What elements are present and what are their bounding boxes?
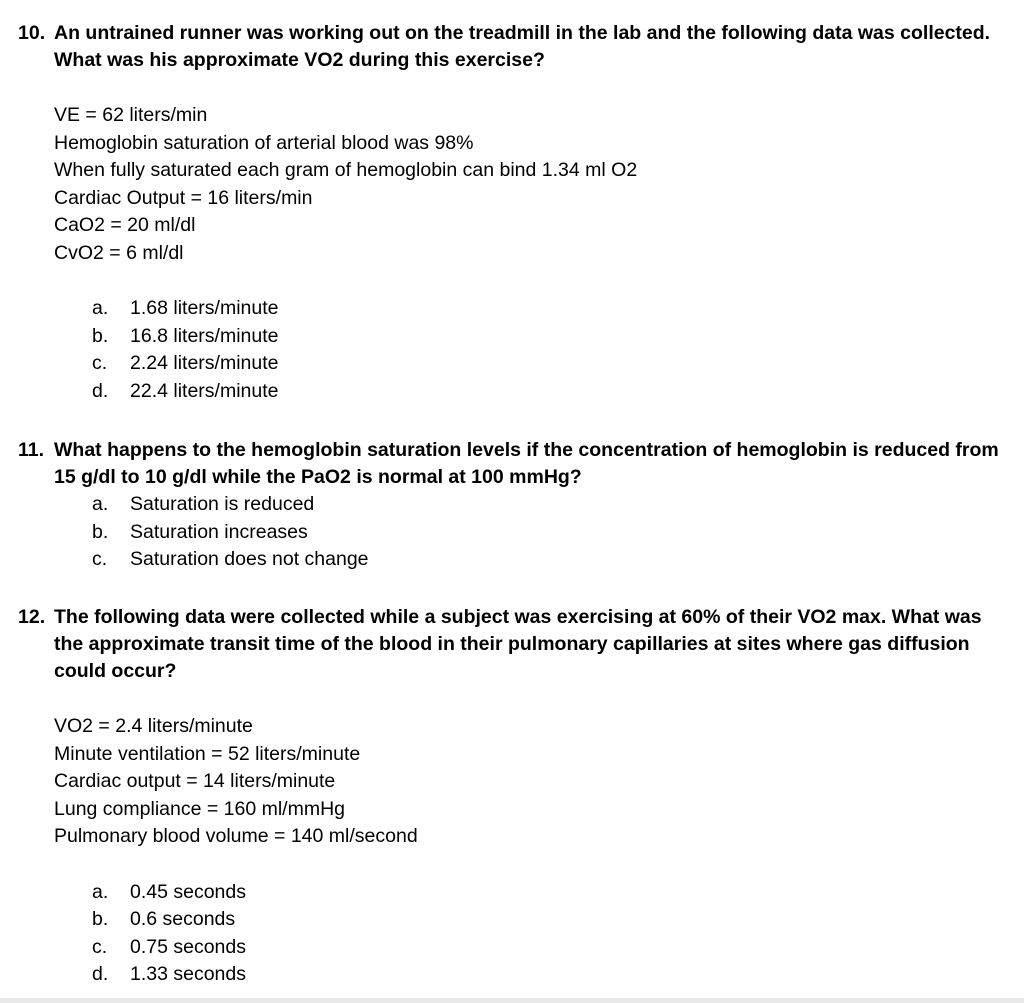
data-line: Pulmonary blood volume = 140 ml/second [54, 825, 418, 847]
question-12-number: 12. [18, 606, 46, 628]
question-12-data-list [54, 713, 1008, 851]
question-10-number: 10. [18, 22, 46, 44]
answer-option-b [92, 906, 1008, 934]
option-letter: c. [92, 935, 108, 958]
data-line: Minute ventilation = 52 liters/minute [54, 742, 361, 765]
data-line: CvO2 = 6 ml/dl [54, 241, 184, 264]
question-10 [18, 20, 1008, 405]
question-10-options [92, 295, 1008, 405]
option-text: 0.75 seconds [130, 935, 247, 958]
option-text: 2.24 liters/minute [130, 352, 279, 374]
answer-option-b [92, 519, 1008, 547]
option-letter: a. [92, 880, 109, 903]
answer-option-d [92, 378, 1008, 406]
answer-option-d [92, 961, 1008, 989]
option-text: 0.45 seconds [130, 880, 247, 903]
option-letter: d. [92, 379, 109, 402]
question-11 [18, 437, 1008, 574]
question-12-text: The following data were collected while a subject was exercising at 60% of their VO2 max. What was the approximate transit time of the blood in their pulmonary capillaries at sites where gas diffusion could occur? [54, 606, 982, 682]
option-text: 1.68 liters/minute [130, 297, 279, 319]
option-letter: b. [92, 520, 109, 543]
data-line: Hemoglobin saturation of arterial blood was 98% [54, 131, 474, 154]
option-letter: c. [92, 352, 108, 374]
option-letter: c. [92, 548, 108, 570]
data-line: Cardiac output = 14 liters/minute [54, 770, 336, 792]
option-text: Saturation increases [130, 520, 308, 543]
question-12-prompt [18, 604, 1008, 685]
option-letter: a. [92, 297, 109, 319]
answer-option-c [92, 546, 1008, 574]
data-line: When fully saturated each gram of hemoglobin can bind 1.34 ml O2 [54, 159, 638, 181]
question-10-data-list [54, 102, 1008, 267]
answer-option-c [92, 350, 1008, 378]
answer-option-a [92, 879, 1008, 907]
question-12-options [92, 879, 1008, 989]
question-10-text: An untrained runner was working out on the treadmill in the lab and the following data was collected. What was his approximate VO2 during this exercise? [54, 22, 991, 71]
option-letter: d. [92, 963, 109, 985]
data-line: Lung compliance = 160 ml/mmHg [54, 797, 346, 820]
option-text: 1.33 seconds [130, 963, 247, 985]
question-11-prompt [18, 437, 1008, 491]
option-text: Saturation is reduced [130, 493, 315, 515]
answer-option-a [92, 295, 1008, 323]
data-line: CaO2 = 20 ml/dl [54, 214, 196, 236]
option-text: 22.4 liters/minute [130, 379, 279, 402]
option-text: 16.8 liters/minute [130, 324, 279, 347]
question-11-text: What happens to the hemoglobin saturation levels if the concentration of hemoglobin is reduced from 15 g/dl to 10 g/dl while the PaO2 is normal at 100 mmHg? [54, 439, 999, 488]
data-line: VE = 62 liters/min [54, 104, 208, 126]
data-line: Cardiac Output = 16 liters/min [54, 186, 313, 209]
option-letter: b. [92, 908, 109, 930]
data-line: VO2 = 2.4 liters/minute [54, 715, 253, 737]
answer-option-b [92, 323, 1008, 351]
option-text: 0.6 seconds [130, 908, 236, 930]
question-11-options [92, 491, 1008, 574]
question-10-prompt [18, 20, 1008, 74]
question-12 [18, 604, 1008, 989]
option-letter: b. [92, 324, 109, 347]
answer-option-c [92, 934, 1008, 962]
page-bottom-divider [0, 998, 1024, 1003]
option-letter: a. [92, 493, 109, 515]
question-11-number: 11. [18, 439, 45, 461]
option-text: Saturation does not change [130, 548, 369, 570]
answer-option-a [92, 491, 1008, 519]
